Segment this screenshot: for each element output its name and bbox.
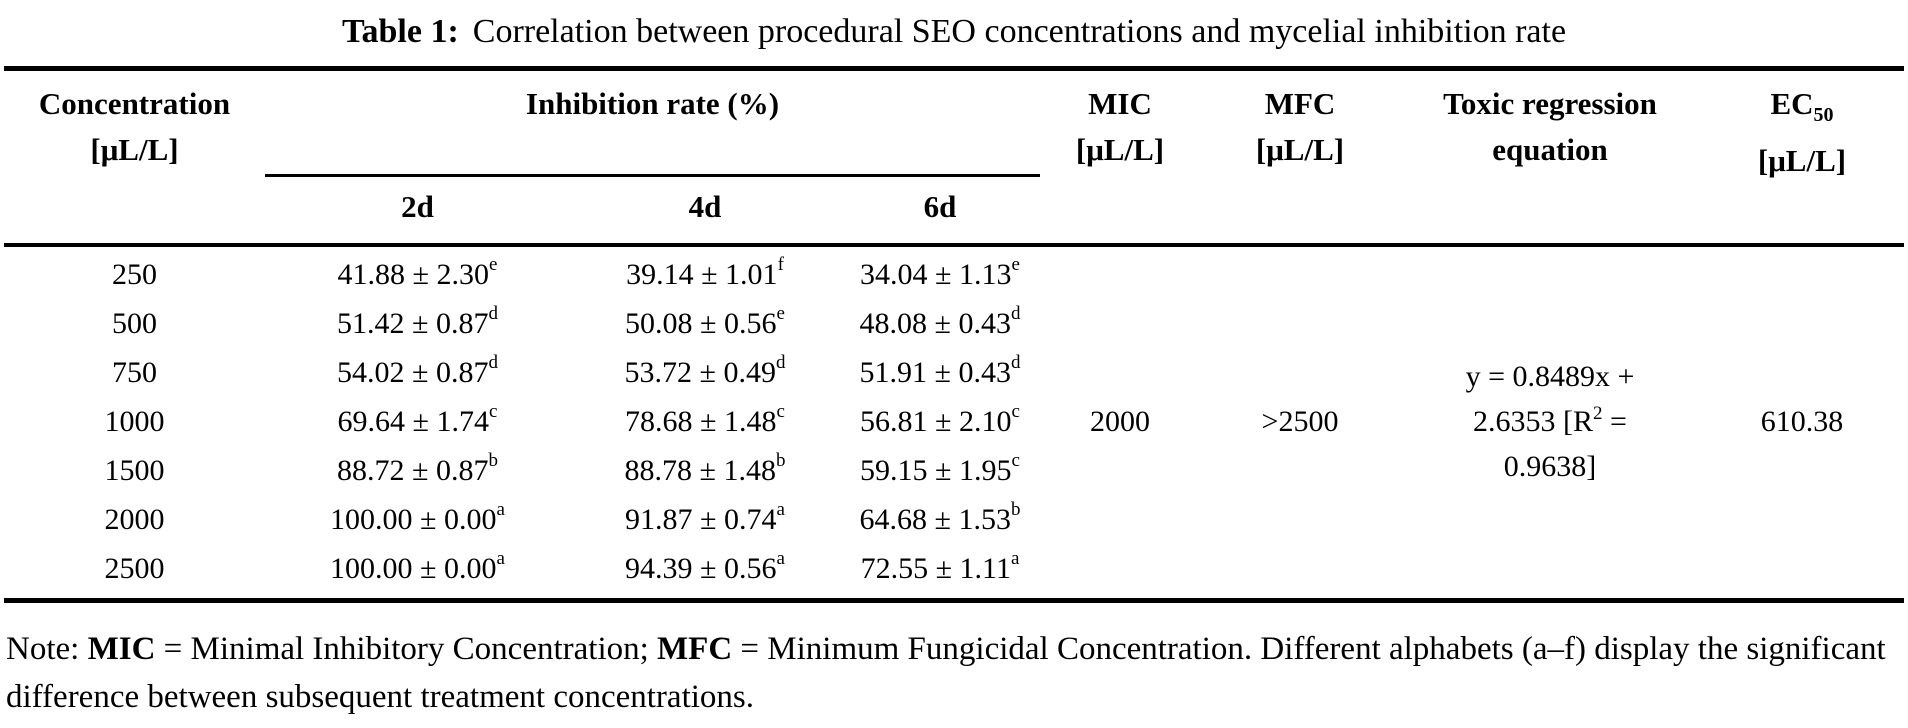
inhibition-2d-cell: 100.00 ± 0.00$^a$	[330, 548, 505, 585]
sig-letter: d	[1010, 352, 1021, 373]
inhibition-6d-cell: 59.15 ± 1.95$^c$	[860, 450, 1020, 487]
table-caption-label: Table 1:	[341, 13, 459, 50]
equation-line-3: 0.9638]	[1503, 450, 1597, 483]
inhibition-4d-cell: 94.39 ± 0.56$^a$	[625, 548, 785, 585]
concentration-cell: 2500	[104, 552, 165, 585]
concentration-cell: 2000	[104, 503, 165, 536]
sig-letter: b	[488, 450, 498, 471]
inhibition-6d-cell: 72.55 ± 1.11$^a$	[860, 548, 1020, 585]
table-body	[4, 247, 1904, 598]
sig-letter: a	[496, 548, 505, 569]
sig-letter: d	[488, 352, 498, 373]
note-prefix: Note:	[6, 631, 88, 667]
subheader-2d: 2d	[401, 189, 434, 224]
note-rest: = Minimum Fungicidal Concentration. Different alphabets (a–f) display the significant difference between subsequent treatment concentrations.	[6, 631, 1886, 715]
inhibition-4d-cell: 78.68 ± 1.48$^c$	[625, 401, 785, 438]
sig-letter: a	[776, 548, 785, 569]
inhibition-2d-cell: 69.64 ± 1.74$^c$	[337, 401, 498, 438]
sig-letter: c	[1011, 401, 1020, 422]
subheader-4d: 4d	[688, 189, 722, 224]
inhibition-2d-cell: 54.02 ± 0.87$^d$	[337, 352, 498, 389]
data-table	[4, 66, 1904, 603]
inhibition-6d-cell: 48.08 ± 0.43$^d$	[859, 303, 1021, 340]
mfc-value-cell: >2500	[1261, 405, 1339, 438]
sig-letter: c	[1011, 450, 1020, 471]
sig-letter: a	[776, 499, 785, 520]
sig-letter: c	[489, 401, 498, 422]
inhibition-4d-cell: 88.78 ± 1.48$^b$	[624, 450, 786, 487]
sig-letter: b	[775, 450, 786, 471]
inhibition-2d-cell: 51.42 ± 0.87$^d$	[337, 303, 498, 340]
table-note	[6, 625, 1902, 721]
table-caption-text: Correlation between procedural SEO concentrations and mycelial inhibition rate	[472, 13, 1567, 50]
sig-letter: d	[488, 303, 498, 324]
sig-letter: b	[1010, 499, 1021, 520]
sig-letter: d	[775, 352, 786, 373]
inhibition-2d-cell: 41.88 ± 2.30$^e$	[337, 254, 498, 291]
concentration-cell: 1500	[104, 454, 165, 487]
header-mic: MIC [μL/L]	[1075, 86, 1165, 167]
subheader-6d: 6d	[923, 189, 957, 224]
equation-line-2: 2.6353 [$R^2$ =	[1473, 403, 1627, 438]
inhibition-6d-cell: 64.68 ± 1.53$^b$	[859, 499, 1021, 536]
header-mfc: MFC [μL/L]	[1255, 86, 1345, 167]
concentration-cell: 1000	[104, 405, 165, 438]
ec50-value-cell: 610.38	[1760, 405, 1844, 438]
sig-letter: e	[1011, 254, 1020, 275]
inhibition-4d-cell: 39.14 ± 1.01$^f$	[626, 254, 784, 291]
note-mic-term: MIC	[87, 631, 156, 667]
concentration-cell: 250	[112, 258, 157, 291]
equation-line-1: y = 0.8489x +	[1465, 360, 1635, 393]
toxic-regression-equation-cell	[1400, 250, 1700, 593]
note-mfc-term: MFC	[657, 631, 733, 667]
inhibition-2d-cell: 100.00 ± 0.00$^a$	[330, 499, 505, 536]
sig-letter: e	[776, 303, 785, 324]
sig-letter: f	[777, 254, 784, 275]
header-concentration: Concentration [μL/L]	[38, 86, 231, 167]
sig-letter: a	[496, 499, 505, 520]
note-mid: = Minimal Inhibitory Concentration;	[155, 631, 658, 667]
concentration-cell: 500	[112, 307, 157, 340]
inhibition-4d-cell: 91.87 ± 0.74$^a$	[625, 499, 785, 536]
table-caption	[0, 0, 1908, 66]
header-ec50: $EC_{50}$ [μL/L]	[1757, 86, 1847, 179]
sig-letter: e	[489, 254, 498, 275]
inhibition-6d-cell: 51.91 ± 0.43$^d$	[859, 352, 1021, 389]
sig-letter: c	[776, 401, 785, 422]
concentration-cell: 750	[112, 356, 157, 389]
inhibition-6d-cell: 34.04 ± 1.13$^e$	[860, 254, 1020, 291]
mic-value-cell: 2000	[1090, 405, 1150, 438]
header-inhibition-rate: Inhibition rate (%)	[265, 71, 1040, 177]
header-toxic-regression: Toxic regression equation	[1443, 86, 1657, 167]
inhibition-4d-cell: 50.08 ± 0.56$^e$	[625, 303, 785, 340]
table-header	[4, 71, 1904, 247]
inhibition-6d-cell: 56.81 ± 2.10$^c$	[860, 401, 1020, 438]
inhibition-4d-cell: 53.72 ± 0.49$^d$	[624, 352, 786, 389]
sig-letter: a	[1010, 548, 1020, 569]
sig-letter: d	[1010, 303, 1021, 324]
inhibition-2d-cell: 88.72 ± 0.87$^b$	[337, 450, 498, 487]
